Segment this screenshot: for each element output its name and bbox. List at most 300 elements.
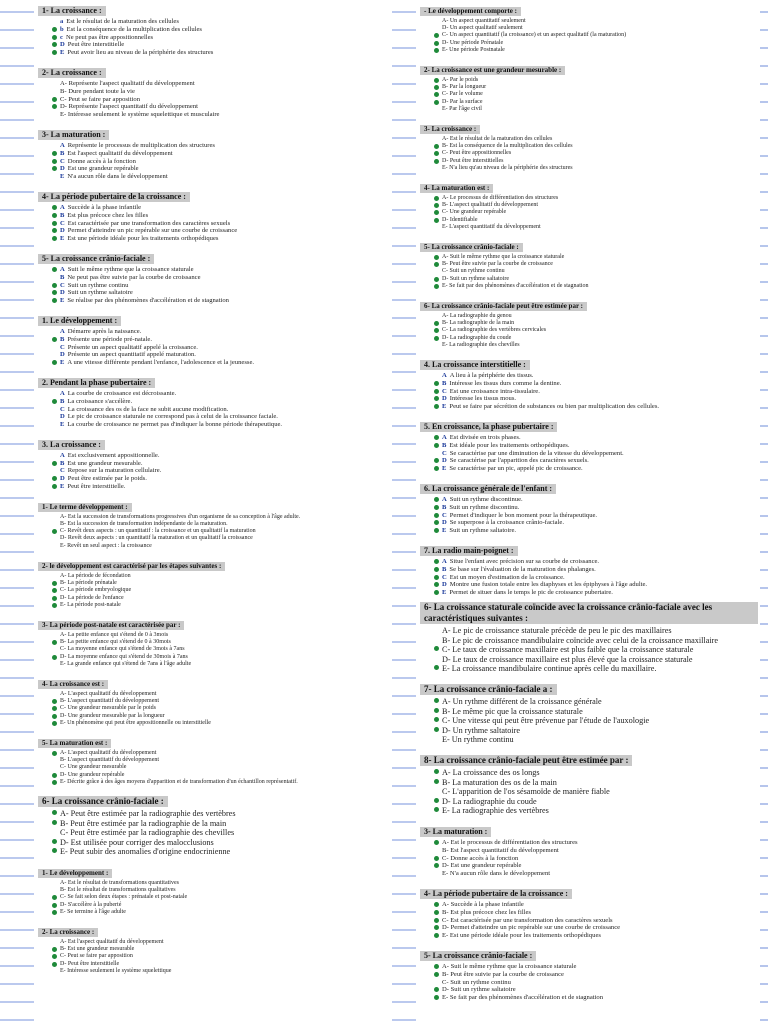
option-text: A- Est la succession de transformations progressives d'un organisme de sa conception à l'âge adulte. [60,513,301,520]
option-text: B- Est plus précoce chez les filles [442,908,531,916]
option-text: A- Est le résultat de transformations quantitatives [60,879,179,886]
answer-option [434,512,758,520]
answer-option [52,398,392,406]
answer-option [434,558,758,566]
option-text: Est l'aspect qualitatif du développement [67,149,173,157]
correct-answer-bullet-icon [434,918,439,923]
handwritten-letter: C [60,467,65,475]
answer-option [434,963,758,971]
option-text: A- Par le poids [442,77,479,84]
correct-answer-bullet-icon [434,92,439,97]
correct-answer-bullet-icon [434,925,439,930]
handwritten-letter: E [442,527,447,535]
answer-option [434,932,758,940]
correct-answer-bullet-icon [52,360,57,365]
option-text: B- Est une grandeur mesurable [60,946,135,953]
option-text: D- Identifiable [442,216,478,223]
option-text: Peut être interstitielle [67,41,125,49]
answer-option [434,697,758,707]
answer-option [52,344,392,352]
option-text: Est une grandeur mesurable. [67,459,143,467]
option-text: B- Dure pendant toute la vie [60,87,135,95]
option-text: Se caractérise par un pic, appelé pic de croissance. [449,465,583,473]
option-text: Est une grandeur repérable [67,165,139,173]
correct-answer-bullet-icon [434,262,439,267]
answer-option [434,664,758,674]
correct-answer-bullet-icon [434,520,439,525]
option-text: La courbe de croissance ne permet pas d'indiquer la bonne période thérapeutique. [67,421,283,429]
answer-option [434,150,758,157]
question-title: 6- La croissance crânio-faciale peut être estimée par : [420,302,587,311]
correct-answer-bullet-icon [434,458,439,463]
option-text: E- La radiographie des vertèbres [442,806,549,816]
correct-answer-bullet-icon [52,27,57,32]
answer-option [434,32,758,39]
answer-option [434,797,758,807]
question-block [36,791,392,857]
answer-option [52,96,392,104]
option-text: D- Le taux de croissance maxillaire est plus élevé que la croissance staturale [442,654,693,664]
answer-option [434,261,758,268]
answer-option [434,136,758,143]
option-text: Montre une fusion totale entre les diaphyses et les épiphyses à l'âge adulte. [449,581,648,589]
correct-answer-bullet-icon [434,497,439,502]
question-title: 4- La période pubertaire de la croissance : [420,889,572,899]
option-text: N'a aucun rôle dans le développement [67,173,168,181]
correct-answer-bullet-icon [52,895,57,900]
answer-option [52,289,392,297]
answer-option [52,661,392,668]
option-text: Permet d'indiquer le bon moment pour la thérapeutique. [449,511,598,519]
correct-answer-bullet-icon [434,567,439,572]
option-text: A- Peut être estimée par la radiographie des vertèbres [60,808,236,818]
correct-answer-bullet-icon [434,41,439,46]
option-text: Est un moyen d'estimation de la croissance. [449,573,565,581]
handwritten-letter: b [60,25,64,33]
answer-option [434,372,758,380]
option-text: B- Est la succession de transformation indépendante de la maturation. [60,521,228,528]
answer-option [52,698,392,705]
correct-answer-bullet-icon [434,910,439,915]
correct-answer-bullet-icon [434,646,439,651]
option-text: Peut être interstitielle. [67,483,126,491]
handwritten-letter: D [60,475,65,483]
answer-option [52,828,392,838]
option-text: B- L'aspect quantitatif du développement [60,757,160,764]
answer-option [434,726,758,736]
answer-option [52,452,392,460]
option-text: E- Une période Postnatale [442,46,505,53]
question-block [36,62,392,119]
answer-option [52,819,392,829]
question-block [36,434,392,491]
answer-option [434,254,758,261]
correct-answer-bullet-icon [434,100,439,105]
answer-option [434,91,758,98]
answer-option [434,395,758,403]
handwritten-letter: a [60,18,64,25]
option-text: Présente un aspect qualitatif appelé la croissance. [67,343,198,351]
question-title: 3- La période post-natale est caractérisée par : [38,621,184,630]
question-block [418,750,758,816]
option-text: D- La période de l'enfance [60,594,124,601]
question-title: 4- La maturation est : [420,184,493,193]
option-text: E- Un rythme continu [442,735,514,745]
question-title: 3- La maturation : [38,130,109,140]
option-text: A- Un aspect quantitatif seulement [442,18,526,24]
handwritten-letter: A [442,496,447,504]
option-text: C- Une vitesse qui peut être prévenue par l'étude de l'auxologie [442,716,650,726]
answer-option [52,274,392,282]
option-text: A- Représente l'aspect qualitatif du développement [60,79,195,87]
answer-option [434,909,758,917]
answer-option [52,390,392,398]
correct-answer-bullet-icon [434,856,439,861]
answer-option [52,587,392,594]
option-text: E- Peut subir des anomalies d'origine endocrinienne [60,847,231,857]
handwritten-letter: D [60,41,65,49]
correct-answer-bullet-icon [52,228,57,233]
question-block [418,478,758,535]
option-text: C- Une grandeur mesurable par le poids [60,705,156,712]
correct-answer-bullet-icon [52,903,57,908]
answer-option [434,143,758,150]
option-text: Intéresse les tissus durs comme la dentine. [449,379,562,387]
answer-option [52,26,392,34]
handwritten-letter: E [442,403,447,411]
correct-answer-bullet-icon [52,706,57,711]
option-text: C- Revêt deux aspects : un quantitatif : la croissance et un qualitatif la maturation [60,528,256,535]
option-text: Démarre après la naissance. [67,327,142,335]
option-text: D- Est une grandeur repérable [442,862,522,870]
correct-answer-bullet-icon [434,779,439,784]
answer-option [52,235,392,243]
handwritten-letter: D [60,289,65,297]
handwritten-letter: C [442,449,447,457]
correct-answer-bullet-icon [434,717,439,722]
question-title: 1- Le développement : [38,869,112,878]
correct-answer-bullet-icon [434,559,439,564]
option-text: B- La maturation des os de la main [442,777,557,787]
answer-option [434,403,758,411]
question-title: 2. Pendant la phase pubertaire : [38,378,155,388]
correct-answer-bullet-icon [52,529,57,534]
answer-option [52,282,392,290]
handwritten-letter: E [60,483,65,491]
correct-answer-bullet-icon [434,807,439,812]
question-block [36,186,392,243]
handwritten-letter: C [60,219,65,227]
correct-answer-bullet-icon [52,461,57,466]
handwritten-letter: B [442,565,447,573]
handwritten-letter: D [442,457,447,465]
answer-option [434,224,758,231]
correct-answer-bullet-icon [52,947,57,952]
answer-option [434,901,758,909]
question-block [418,945,758,1002]
option-text: A- L'aspect qualitatif du développement [60,749,157,756]
answer-option [434,283,758,290]
correct-answer-bullet-icon [434,972,439,977]
option-text: E- Un phénomène qui peut être appositionnelle ou interstitielle [60,719,211,726]
question-block [418,295,758,349]
answer-option [52,713,392,720]
correct-answer-bullet-icon [434,48,439,53]
answer-option [434,735,758,745]
answer-option [434,276,758,283]
answer-option [52,49,392,57]
correct-answer-bullet-icon [434,203,439,208]
answer-option [52,204,392,212]
option-text: A une vitesse différente pendant l'enfance, l'adolescence et la jeunesse. [67,359,255,367]
option-text: Se caractérise par une diminution de la vitesse du développement. [449,449,624,457]
correct-answer-bullet-icon [434,505,439,510]
correct-answer-bullet-icon [434,210,439,215]
answer-option [434,971,758,979]
answer-option [52,406,392,414]
answer-option [52,580,392,587]
answer-option [434,787,758,797]
correct-answer-bullet-icon [52,267,57,272]
answer-option [434,924,758,932]
option-text: D- Est utilisée pour corriger des malocclusions [60,837,214,847]
handwritten-letter: E [442,465,447,473]
handwritten-letter: E [60,49,65,57]
answer-option [434,165,758,172]
answer-option [52,961,392,968]
question-title: 2- La croissance : [38,68,106,78]
option-text: A- Suit le même rythme que la croissance staturale [442,254,565,261]
option-text: Suit un rythme discontinu. [449,503,520,511]
question-block [36,124,392,181]
option-text: E- Par l'âge civil [442,105,482,112]
correct-answer-bullet-icon [434,151,439,156]
correct-answer-bullet-icon [52,337,57,342]
option-text: B- Est la conséquence de la multiplication des cellules [442,143,573,150]
option-text: D- Permet d'atteindre un pic repérable sur une courbe de croissance [442,924,621,932]
option-text: D- Une grandeur repérable [60,771,125,778]
option-text: B- Peut être estimée par la radiographie de la main [60,818,227,828]
question-title: 7. La radio main-poignet : [420,546,518,556]
option-text: A- L'aspect qualitatif du développement [60,690,157,697]
option-text: Suit un rythme continu [67,281,129,289]
answer-option [52,41,392,49]
correct-answer-bullet-icon [434,902,439,907]
answer-option [434,862,758,870]
answer-option [52,297,392,305]
handwritten-letter: C [60,281,65,289]
answer-option [434,847,758,855]
correct-answer-bullet-icon [434,987,439,992]
option-text: A- Est l'aspect qualitatif du développement [60,938,164,945]
question-block [36,310,392,367]
answer-option [52,421,392,429]
answer-option [434,636,758,646]
option-text: C- Peut se faire par apposition [60,95,141,103]
correct-answer-bullet-icon [434,708,439,713]
option-text: A- La petite enfance qui s'étend de 0 à 3mois [60,631,169,638]
option-text: E- Intéresse seulement le système squelettique et musculaire [60,111,220,119]
correct-answer-bullet-icon [52,290,57,295]
option-text: A- Le pic de croissance staturale précède de peu le pic des maxillaires [442,626,672,636]
option-text: B- L'aspect quantitatif du développement [60,698,160,705]
option-text: Est divisée en trois phases. [449,434,521,442]
answer-option [434,519,758,527]
handwritten-letter: A [442,434,447,442]
answer-option [52,602,392,609]
option-text: Peut avoir lieu au niveau de la périphérie des structures [67,49,214,57]
question-block [36,862,392,916]
option-text: A- Le processus de différentiation des structures [442,195,559,202]
option-text: Est une croissance intra-tissulaire. [449,387,540,395]
handwritten-letter: E [60,297,65,305]
option-text: Suit le même rythme que la croissance staturale [67,265,194,273]
answer-option [52,779,392,786]
correct-answer-bullet-icon [52,714,57,719]
correct-answer-bullet-icon [434,255,439,260]
option-text: A lieu à la périphérie des tissus. [449,372,534,380]
correct-answer-bullet-icon [52,35,57,40]
answer-option [434,496,758,504]
answer-option [52,543,392,550]
answer-option [52,475,392,483]
correct-answer-bullet-icon [434,727,439,732]
correct-answer-bullet-icon [52,780,57,785]
handwritten-letter: B [60,397,65,405]
option-text: B- Peut être suivie par la courbe de croissance [442,970,564,978]
option-text: C- La moyenne enfance qui s'étend de 3mois à 7ans [60,646,185,653]
correct-answer-bullet-icon [434,995,439,1000]
option-text: D- Peut être interstitielle [60,960,120,967]
answer-option [434,313,758,320]
correct-answer-bullet-icon [434,144,439,149]
answer-option [434,450,758,458]
correct-answer-bullet-icon [52,751,57,756]
question-block [418,679,758,745]
correct-answer-bullet-icon [434,381,439,386]
option-text: Est la conséquence de la multiplication des cellules [66,25,202,33]
question-block [36,614,392,668]
correct-answer-bullet-icon [434,528,439,533]
correct-answer-bullet-icon [52,159,57,164]
answer-option [434,457,758,465]
answer-option [52,720,392,727]
option-text: Est le résultat de la maturation des cellules [66,18,179,25]
option-text: Situe l'enfant avec précision sur sa courbe de croissance. [449,558,600,566]
answer-option [52,103,392,111]
answer-option [52,150,392,158]
question-title: - Le développement comporte : [420,7,521,16]
option-text: E- Se termine à l'âge adulte [60,908,126,915]
option-text: C- Suit un rythme continu [442,978,511,986]
question-block [36,673,392,727]
answer-option [434,855,758,863]
correct-answer-bullet-icon [434,698,439,703]
option-text: D- Suit un rythme saltatoire [442,275,509,282]
option-text: Est plus précoce chez les filles [67,211,149,219]
correct-answer-bullet-icon [434,665,439,670]
right-column [418,0,758,1024]
option-text: E- Revêt un seul aspect : la croissance [60,542,152,549]
answer-option [52,483,392,491]
correct-answer-bullet-icon [52,399,57,404]
answer-option [434,768,758,778]
answer-option [434,99,758,106]
answer-option [52,158,392,166]
answer-option [52,212,392,220]
correct-answer-bullet-icon [434,590,439,595]
option-text: Suit un rythme saltatoire [67,289,133,297]
correct-answer-bullet-icon [52,699,57,704]
option-text: E- La grande enfance qui s'étend de 7ans à l'âge adulte [60,660,192,667]
answer-option [52,595,392,602]
option-text: C- Le taux de croissance maxillaire est plus faible que la croissance staturale [442,645,694,655]
correct-answer-bullet-icon [52,839,57,844]
question-title: 3- La croissance : [420,125,480,134]
answer-option [52,894,392,901]
option-text: Peut se faire par sécrétion de substances ou bien par multiplication des cellules. [449,403,660,411]
option-text: D- Représente l'aspect quantitatif du développement [60,103,198,111]
correct-answer-bullet-icon [434,336,439,341]
answer-option [52,764,392,771]
correct-answer-bullet-icon [52,581,57,586]
option-text: E- L'aspect quantitatif du développement [442,223,541,230]
question-title: 3- La maturation : [420,827,491,837]
correct-answer-bullet-icon [52,603,57,608]
question-block [418,0,758,54]
option-text: Se base sur l'évaluation de la maturation des phalanges. [449,565,596,573]
answer-option [52,111,392,119]
answer-option [52,514,392,521]
option-text: B- La période prénatale [60,580,117,587]
question-block [418,177,758,231]
option-text: C- Une grandeur repérable [442,209,507,216]
option-text: C- Peut se faire par apposition [60,953,133,960]
handwritten-letter: D [60,165,65,173]
answer-option [52,573,392,580]
answer-option [52,227,392,235]
handwritten-letter: D [60,351,65,359]
correct-answer-bullet-icon [52,283,57,288]
answer-option [434,388,758,396]
correct-answer-bullet-icon [434,798,439,803]
answer-option [52,757,392,764]
option-text: B- Le même pic que la croissance staturale [442,706,583,716]
option-text: A- Suit le même rythme que la croissance staturale [442,962,577,970]
correct-answer-bullet-icon [52,848,57,853]
answer-option [434,106,758,113]
option-text: D- La moyenne enfance qui s'étend de 30mois à 7ans [60,653,188,660]
correct-answer-bullet-icon [434,218,439,223]
left-column [36,0,392,1024]
answer-option [434,465,758,473]
question-block [36,921,392,975]
handwritten-letter: B [60,335,65,343]
option-text: Suit un rythme saltatoire. [449,527,517,535]
correct-answer-bullet-icon [434,277,439,282]
option-text: Se caractérise par l'apparition des caractères sexuels. [449,457,589,465]
answer-option [434,320,758,327]
answer-option [434,217,758,224]
handwritten-letter: D [60,227,65,235]
option-text: B- Le pic de croissance mandibulaire coïncide avec celui de la croissance maxillaire [442,635,718,645]
answer-option [434,870,758,878]
correct-answer-bullet-icon [434,840,439,845]
option-text: D- Un rythme saltatoire [442,725,520,735]
handwritten-letter: A [60,203,65,211]
question-title: 3. La croissance : [38,440,105,450]
question-block [418,602,758,674]
